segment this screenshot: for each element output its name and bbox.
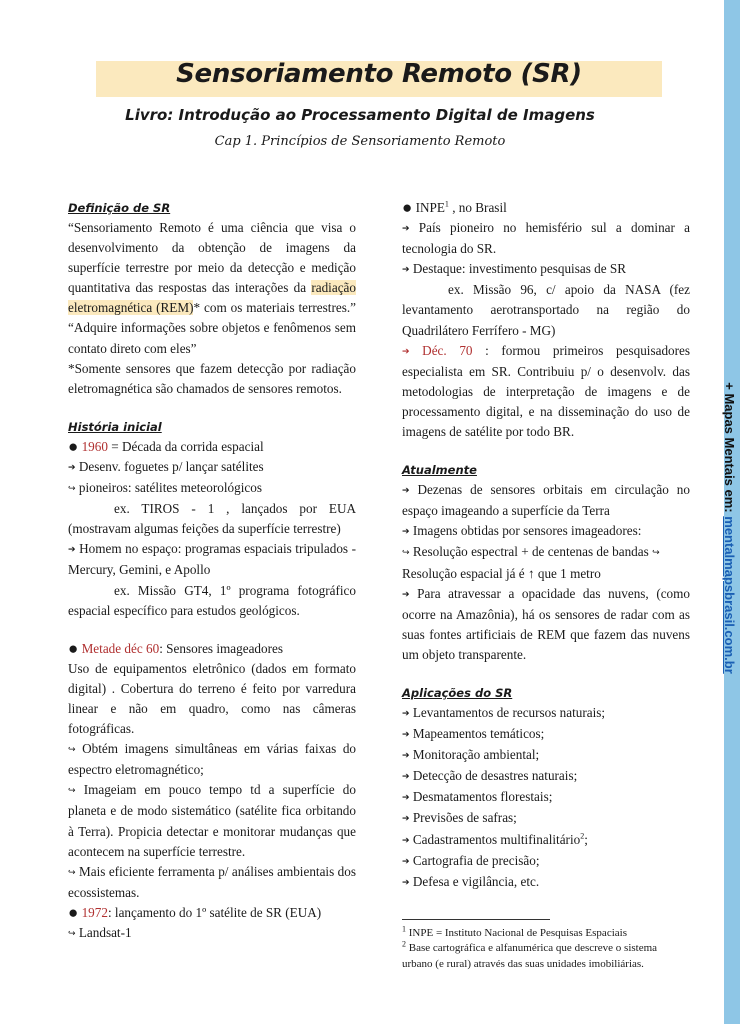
list-item: ➔ Desmatamentos florestais; xyxy=(402,789,553,805)
list-item: ➔ Destaque: investimento pesquisas de SR xyxy=(402,261,627,277)
curved-arrow-icon: ↪ xyxy=(68,786,76,797)
section-heading-historia: História inicial xyxy=(68,419,162,434)
arrow-right-icon: ➔ xyxy=(402,486,410,497)
sidebar-link[interactable] xyxy=(723,208,737,848)
arrow-right-icon: ➔ xyxy=(402,835,410,846)
arrow-right-icon: ➔ xyxy=(402,730,410,741)
list-item: ● 1960 = Década da corrida espacial xyxy=(68,436,264,456)
right-column xyxy=(402,198,690,972)
list-item: ➔ Homem no espaço: programas espaciais tripulados - Mercury, Gemini, e Apollo xyxy=(68,541,356,578)
curved-arrow-icon: ↪ xyxy=(68,745,76,756)
list-item: Resolução espacial já é ↑ que 1 metro xyxy=(402,565,601,581)
arrow-right-icon: ➔ xyxy=(402,856,410,867)
footnote-2: $^2$ Base cartográfica e alfanumérica que descreve o sistema urbano (e rural) através das suas unidades imobiliárias. xyxy=(402,939,658,970)
inpe-title: ● INPE$^1$ , no Brasil xyxy=(402,198,507,217)
chapter-title: Cap 1. Princípios de Sensoriamento Remoto xyxy=(214,134,506,149)
list-item: ➔ Levantamentos de recursos naturais; xyxy=(402,704,606,720)
page-title: Sensoriamento Remoto (SR) xyxy=(176,59,582,89)
list-item: ↪ Imageiam em pouco tempo td a superfície do planeta e de modo sistemático (satélite fica orbitando à Terra). Propicia detectar e monitorar mudanças que acontecem na superfície terrestre. xyxy=(68,782,356,859)
arrow-right-icon: ➔ xyxy=(68,545,76,556)
list-item: ↪ Obtém imagens simultâneas em várias faixas do espectro eletromagnético; xyxy=(68,741,357,778)
footnote-divider xyxy=(402,919,550,920)
curved-arrow-icon: ↪ xyxy=(68,929,76,939)
bullet-icon: ● xyxy=(68,436,79,456)
list-item: ↪ Resolução espectral + de centenas de bandas ↪ xyxy=(402,544,660,560)
list-item: ➔ Defesa e vigilância, etc. xyxy=(402,873,540,889)
list-item: ↪ Landsat-1 xyxy=(68,925,132,940)
list-item: ➔ Previsões de safras; xyxy=(402,810,517,826)
applications-list xyxy=(402,703,690,893)
rem-highlight: radiação eletromagnética (REM) xyxy=(68,280,356,316)
arrow-right-icon: ➔ xyxy=(402,589,410,600)
list-item: ● 1972: lançamento do 1º satélite de SR (EUA) xyxy=(68,902,322,922)
list-item: ↪ Mais eficiente ferramenta p/ análises ambientais dos ecossistemas. xyxy=(68,863,356,900)
section-heading-aplicacoes: Aplicações do SR xyxy=(402,685,513,700)
list-item: ➔ Cadastramentos multifinalitário$^2$; xyxy=(402,831,588,847)
arrow-right-icon: ➔ xyxy=(402,814,410,825)
list-item: ➔ Desenv. foguetes p/ lançar satélites xyxy=(68,458,264,474)
list-item: ex. Missão GT4, 1º programa fotográfico espacial específico para estudos geológicos. xyxy=(68,582,356,618)
arrow-right-icon: ➔ xyxy=(402,527,410,538)
list-item: ➔ Imagens obtidas por sensores imageadores: xyxy=(402,523,642,539)
list-item: ex. TIROS - 1 , lançados por EUA (mostravam algumas feições da superfície terrestre) xyxy=(68,501,356,537)
list-item: ➔ Para atravessar a opacidade das nuvens, (como ocorre na Amazônia), há os sensores de radar com as suas fontes artificiais de REM que fazem das nuvens um objeto transparente. xyxy=(402,585,691,662)
arrow-right-icon: ➔ xyxy=(402,877,410,888)
arrow-right-icon: ➔ xyxy=(402,346,410,357)
list-item: ● Metade déc 60: Sensores imageadores xyxy=(68,638,283,658)
curved-arrow-icon: ↪ xyxy=(68,484,76,495)
list-item: ➔ Dezenas de sensores orbitais em circulação no espaço imageando a superfície da Terra xyxy=(402,482,690,519)
list-item: ➔ Monitoração ambiental; xyxy=(402,747,540,763)
list-item: ➔ Detecção de desastres naturais; xyxy=(402,768,578,784)
book-subtitle: Livro: Introdução ao Processamento Digital de Imagens xyxy=(125,106,595,124)
arrow-right-icon: ➔ xyxy=(402,224,410,235)
list-item: ↪ pioneiros: satélites meteorológicos xyxy=(68,480,262,496)
sidebar-url[interactable]: mentalmapsbrasil.com.br xyxy=(722,516,737,674)
list-item: ➔ Cartografia de precisão; xyxy=(402,852,540,868)
arrow-right-icon: ➔ xyxy=(402,751,410,762)
definition-paragraph: “Sensoriamento Remoto é uma ciência que visa o desenvolvimento da obtenção de imagens da superfície terrestre por meio da detecção e medição quantitativa das respostas das interações da radiação eletromagnética (REM)* com os materiais terrestres.” “Adquire informações sobre objetos e fenômenos sem contato direto com eles” xyxy=(68,220,356,356)
sidebar-prefix: + Mapas Mentais em: xyxy=(722,382,737,517)
bullet-icon: ● xyxy=(68,638,79,658)
list-item: ➔ Déc. 70 : formou primeiros pesquisadores especialista em SR. Contribuiu p/ o desenvolv. das metodologias de interpretação de imagens e de processamento digital, e na disseminação do uso de imagens de satélite por todo BR. xyxy=(402,342,691,440)
footnote-1: $^1$ INPE = Instituto Nacional de Pesquisas Espaciais xyxy=(402,924,627,939)
list-item: ➔ País pioneiro no hemisfério sul a dominar a tecnologia do SR. xyxy=(402,220,691,257)
list-item: ex. Missão 96, c/ apoio da NASA (fez levantamento aerotransportado na região do Quadrilátero Ferrífero - MG) xyxy=(402,282,690,338)
section-heading-definicao: Definição de SR xyxy=(68,201,171,215)
list-item: Uso de equipamentos eletrônico (dados em formato digital) . Cobertura do terreno é feito por varredura linear e não em quadro, como nas câmeras fotográficas. xyxy=(68,660,356,737)
arrow-right-icon: ➔ xyxy=(402,708,410,719)
curved-arrow-icon: ↪ xyxy=(402,548,410,559)
list-item: ➔ Mapeamentos temáticos; xyxy=(402,726,545,742)
definition-note: *Somente sensores que fazem detecção por radiação eletromagnética são chamados de sensores remotos. xyxy=(68,360,356,396)
curved-arrow-icon: ↪ xyxy=(68,867,76,878)
curved-arrow-icon: ↪ xyxy=(652,548,660,559)
arrow-right-icon: ➔ xyxy=(402,793,410,804)
arrow-right-icon: ➔ xyxy=(402,772,410,783)
left-column xyxy=(68,198,356,944)
arrow-right-icon: ➔ xyxy=(68,462,76,473)
section-heading-atualmente: Atualmente xyxy=(402,463,477,478)
bullet-icon: ● xyxy=(68,902,79,922)
arrow-right-icon: ➔ xyxy=(402,265,410,276)
bullet-icon: ● xyxy=(402,198,413,217)
